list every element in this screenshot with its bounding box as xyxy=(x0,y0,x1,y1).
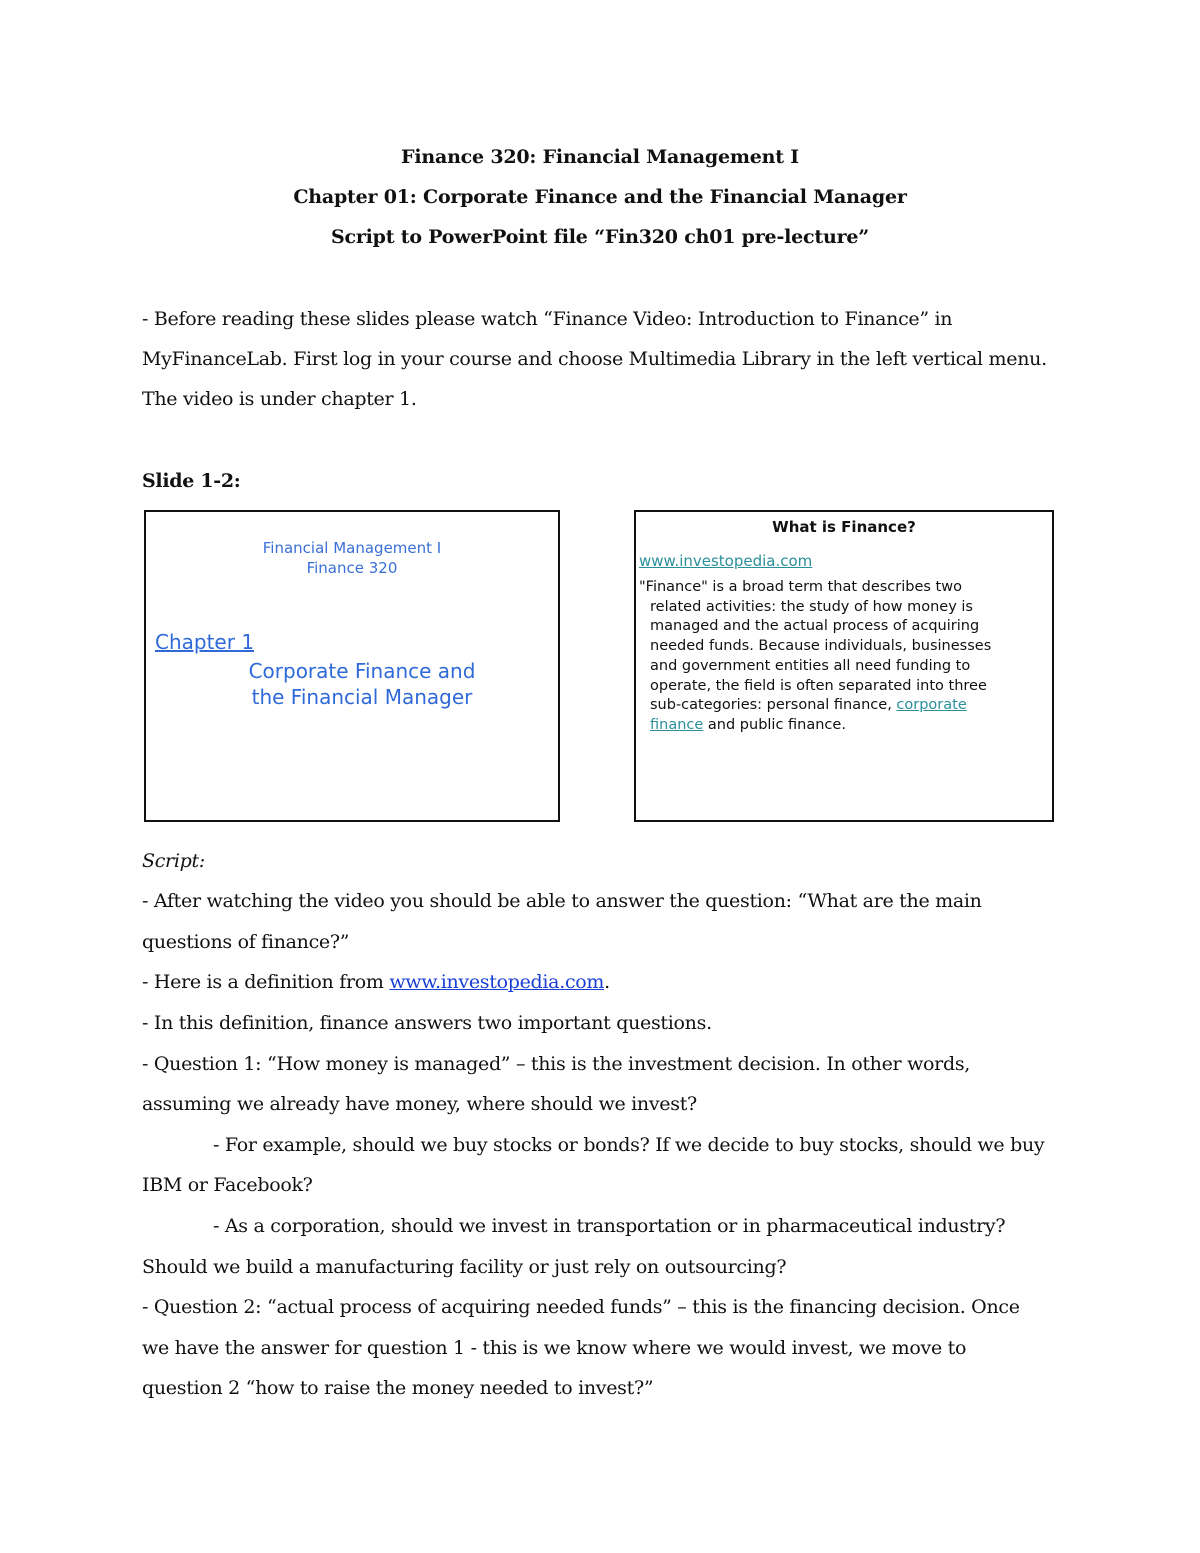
slide-2-corporate-link: corporate xyxy=(896,697,967,714)
investopedia-link[interactable]: www.investopedia.com xyxy=(389,971,605,993)
slide-2-def-line-3: managed and the actual process of acquiring xyxy=(650,618,980,635)
slide-heading: Slide 1-2: xyxy=(142,470,241,492)
slide-2-definition xyxy=(639,578,1039,736)
script-line-6: assuming we already have money, where should we invest? xyxy=(142,1093,697,1115)
slide-2-def-line-8 xyxy=(639,716,1039,736)
slide-2-finance-link: finance xyxy=(650,716,704,733)
script-line-10: Should we build a manufacturing facility or just rely on outsourcing? xyxy=(142,1256,787,1278)
script-line-4: - In this definition, finance answers two important questions. xyxy=(142,1012,712,1034)
script-line-3-prefix: - Here is a definition from xyxy=(142,971,390,993)
slide-2-def-line-1: "Finance" is a broad term that describes two xyxy=(639,579,962,595)
script-line-12: we have the answer for question 1 - this is we know where we would invest, we move to xyxy=(142,1337,967,1359)
script-line-13: question 2 “how to raise the money needed to invest?” xyxy=(142,1377,654,1399)
slide-1-header-line-2: Finance 320 xyxy=(306,559,398,577)
slide-1-header xyxy=(146,538,558,578)
chapter-title: Chapter 01: Corporate Finance and the Financial Manager xyxy=(293,186,907,208)
slide-2-def-line-5: and government entities all need funding to xyxy=(650,657,971,674)
script-line-2: questions of finance?” xyxy=(142,931,350,953)
slide-1-thumbnail xyxy=(144,510,560,822)
script-line-5: - Question 1: “How money is managed” – this is the investment decision. In other words, xyxy=(142,1053,971,1075)
slide-1-subtitle-line-1: Corporate Finance and xyxy=(248,659,476,683)
course-title: Finance 320: Financial Management I xyxy=(401,146,799,168)
slide-2-def-line-8-text: and public finance. xyxy=(703,716,846,733)
slide-2-title: What is Finance? xyxy=(772,518,916,536)
script-line-8: IBM or Facebook? xyxy=(142,1174,313,1196)
slide-1-subtitle-line-2: the Financial Manager xyxy=(251,685,473,709)
slide-2-def-line-4: needed funds. Because individuals, businesses xyxy=(650,638,992,655)
script-line-3 xyxy=(142,971,610,993)
slide-2-def-line-7-text: sub-categories: personal finance, xyxy=(650,697,897,714)
slide-2-def-line-2: related activities: the study of how money is xyxy=(650,598,973,615)
script-title: Script to PowerPoint file “Fin320 ch01 pre-lecture” xyxy=(330,226,870,248)
intro-line-3: The video is under chapter 1. xyxy=(142,388,417,410)
intro-line-2: MyFinanceLab. First log in your course and choose Multimedia Library in the left vertical menu. xyxy=(142,348,1047,370)
slide-1-header-line-1: Financial Management I xyxy=(262,539,442,557)
slide-2-def-line-6: operate, the field is often separated into three xyxy=(650,677,987,694)
script-line-11: - Question 2: “actual process of acquiring needed funds” – this is the financing decision. Once xyxy=(142,1296,1020,1318)
slide-2-thumbnail xyxy=(634,510,1054,822)
script-line-3-suffix: . xyxy=(604,971,610,993)
slide-2-url-link: www.investopedia.com xyxy=(639,552,813,570)
script-line-1: - After watching the video you should be able to answer the question: “What are the main xyxy=(142,890,982,912)
slide-2-def-line-7 xyxy=(639,696,1039,716)
script-line-9: - As a corporation, should we invest in transportation or in pharmaceutical industry? xyxy=(213,1215,1006,1237)
script-label: Script: xyxy=(142,850,205,872)
script-line-7: - For example, should we buy stocks or bonds? If we decide to buy stocks, should we buy xyxy=(213,1134,1045,1156)
slide-1-chapter: Chapter 1 xyxy=(155,630,255,654)
slide-1-subtitle xyxy=(146,658,558,710)
intro-line-1: - Before reading these slides please watch “Finance Video: Introduction to Finance” in xyxy=(142,308,953,330)
